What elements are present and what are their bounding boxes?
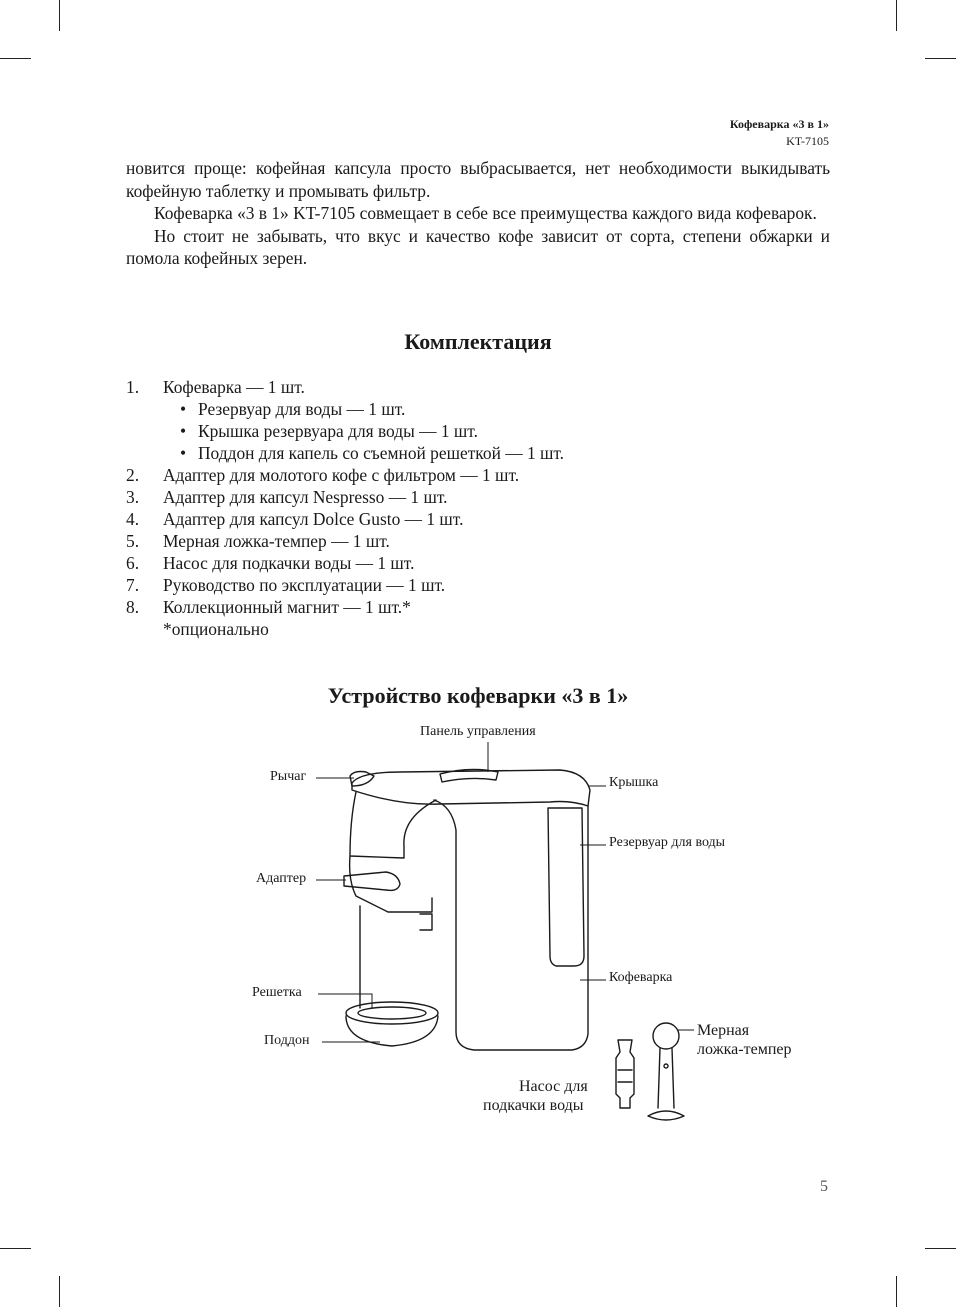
pump-shape [616, 1040, 634, 1108]
tamper-hole [664, 1064, 668, 1068]
list-number: 3. [126, 487, 140, 507]
list-text: Адаптер для капсул Nespresso — 1 шт. [163, 487, 448, 507]
brew-head-lower [350, 856, 432, 912]
leader-line [318, 994, 372, 1008]
list-number: 8. [126, 597, 140, 617]
label-adapter: Адаптер [256, 871, 307, 886]
grille-inner [358, 1007, 426, 1019]
lever-shape [350, 772, 374, 787]
list-text: Руководство по эксплуатации — 1 шт. [163, 575, 446, 595]
list-text: Резервуар для воды — 1 шт. [198, 399, 406, 419]
grille-shape [346, 1002, 438, 1024]
list-number: 7. [126, 575, 140, 595]
tamper-shaft [658, 1048, 674, 1108]
bullet-icon: • [180, 399, 187, 419]
label-water-tank: Резервуар для воды [609, 835, 726, 850]
list-number: 5. [126, 531, 140, 551]
label-spoon-line2: ложка-темпер [697, 1041, 792, 1058]
label-tray: Поддон [264, 1033, 310, 1048]
bullet-icon: • [180, 421, 187, 441]
list-text: Мерная ложка-темпер — 1 шт. [163, 531, 390, 551]
running-header-model: KT-7105 [786, 134, 829, 148]
list-text: Коллекционный магнит — 1 шт.* [163, 597, 411, 617]
tamper-head [653, 1023, 679, 1049]
list-number: 4. [126, 509, 140, 529]
list-text: *опционально [163, 619, 269, 639]
tamper-base [648, 1111, 684, 1120]
label-control-panel: Панель управления [420, 724, 536, 739]
list-number: 6. [126, 553, 140, 573]
list-text: Кофеварка — 1 шт. [163, 377, 305, 397]
intro-paragraph: Кофеварка «3 в 1» KT-7105 совмещает в себе все преимущества каждого вида кофеварок. [154, 203, 817, 223]
list-text: Крышка резервуара для воды — 1 шт. [198, 421, 478, 441]
bullet-icon: • [180, 443, 187, 463]
label-spoon-line1: Мерная [697, 1022, 750, 1039]
list-text: Насос для подкачки воды — 1 шт. [163, 553, 415, 573]
list-number: 1. [126, 377, 140, 397]
device-title: Устройство кофеварки «3 в 1» [327, 683, 629, 708]
list-text: Поддон для капель со съемной решеткой — 1 шт. [198, 443, 565, 463]
brew-head [350, 792, 436, 858]
label-coffee-maker: Кофеварка [609, 970, 673, 985]
machine-body [434, 800, 588, 1050]
water-tank-shape [548, 808, 584, 966]
kit-title: Комплектация [404, 329, 552, 354]
list-text: Адаптер для капсул Dolce Gusto — 1 шт. [163, 509, 464, 529]
page-number: 5 [820, 1178, 828, 1195]
label-lever: Рычаг [270, 769, 307, 784]
running-header-title: Кофеварка «3 в 1» [729, 117, 829, 131]
label-pump-line2: подкачки воды [483, 1097, 584, 1114]
machine-top [352, 770, 590, 806]
intro-paragraph: Но стоит не забывать, что вкус и качество кофе зависит от сорта, степени обжарки и помола кофейных зерен. [126, 225, 830, 268]
pump-detail [618, 1070, 632, 1082]
list-text: Адаптер для молотого кофе с фильтром — 1 шт. [163, 465, 520, 485]
label-lid: Крышка [609, 775, 659, 790]
label-grille: Решетка [252, 985, 302, 1000]
list-number: 2. [126, 465, 140, 485]
nozzle [420, 914, 432, 930]
label-pump-line1: Насос для [519, 1078, 588, 1095]
intro-paragraph: новится проще: кофейная капсула просто выбрасывается, нет необходимости выкидывать кофейную таблетку и промывать фильтр. [126, 158, 830, 201]
